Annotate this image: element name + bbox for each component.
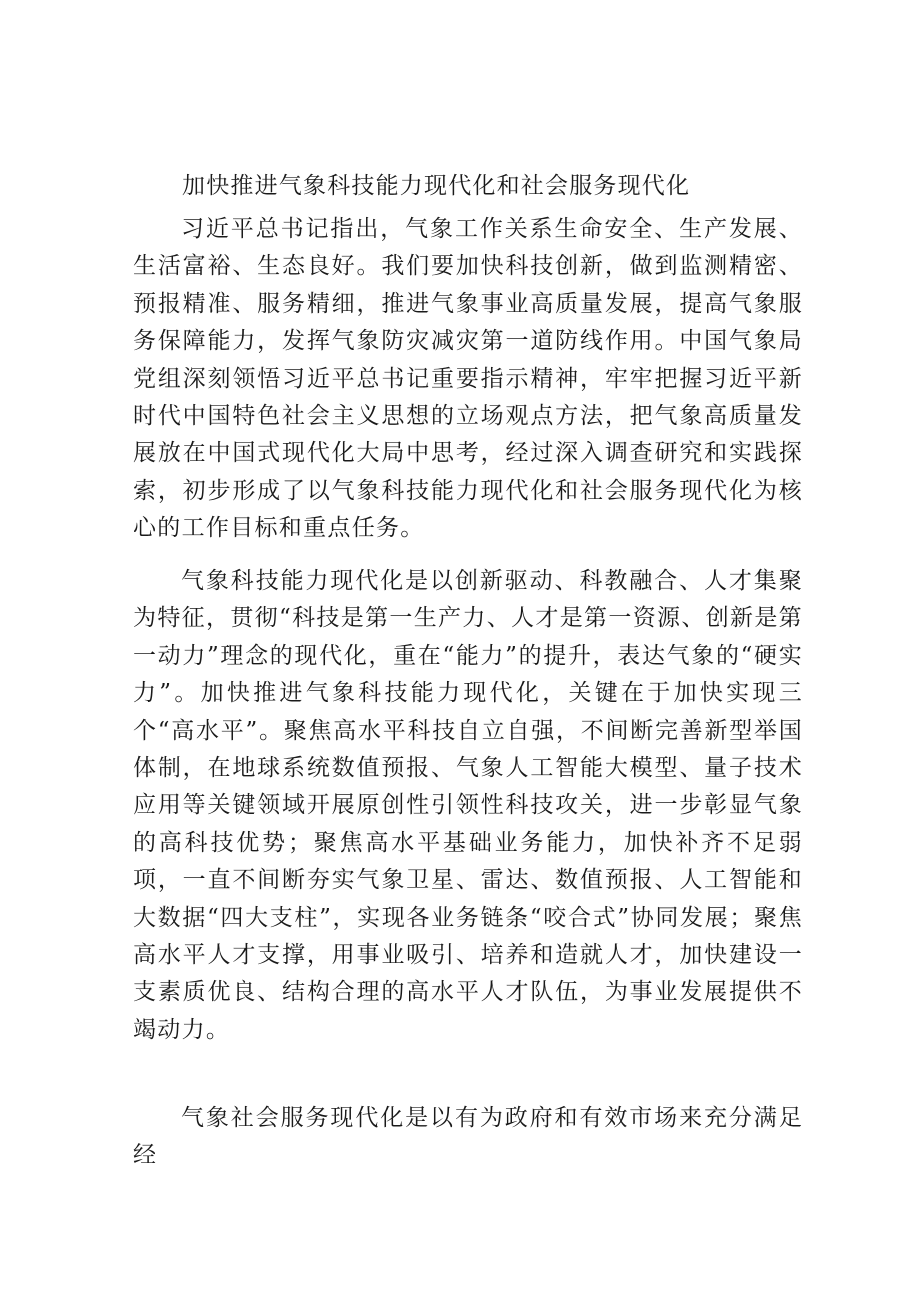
document-title: 加快推进气象科技能力现代化和社会服务现代化: [182, 173, 691, 199]
paragraph-3: 气象社会服务现代化是以有为政府和有效市场来充分满足经: [133, 1105, 803, 1169]
paragraph-1: 习近平总书记指出，气象工作关系生命安全、生产发展、生活富裕、生态良好。我们要加快科技创新，做到监测精密、预报精准、服务精细，推进气象事业高质量发展，提高气象服务保障能力，发挥气象防灾减灾第一道防线作用。中国气象局党组深刻领悟习近平总书记重要指示精神，牢牢把握习近平新时代中国特色社会主义思想的立场观点方法，把气象高质量发展放在中国式现代化大局中思考，经过深入调查研究和实践探索，初步形成了以气象科技能力现代化和社会服务现代化为核心的工作目标和重点任务。: [133, 216, 803, 542]
paragraph-2: 气象科技能力现代化是以创新驱动、科教融合、人才集聚为特征，贯彻“科技是第一生产力、人才是第一资源、创新是第一动力”理念的现代化，重在“能力”的提升，表达气象的“硬实力”。加快推进气象科技能力现代化，关键在于加快实现三个“高水平”。聚焦高水平科技自立自强，不间断完善新型举国体制，在地球系统数值预报、气象人工智能大模型、量子技术应用等关键领域开展原创性引领性科技攻关，进一步彰显气象的高科技优势；聚焦高水平基础业务能力，加快补齐不足弱项，一直不间断夯实气象卫星、雷达、数值预报、人工智能和大数据“四大支柱”，实现各业务链条“咬合式”协同发展；聚焦高水平人才支撑，用事业吸引、培养和造就人才，加快建设一支素质优良、结构合理的高水平人才队伍，为事业发展提供不竭动力。: [133, 568, 803, 1043]
